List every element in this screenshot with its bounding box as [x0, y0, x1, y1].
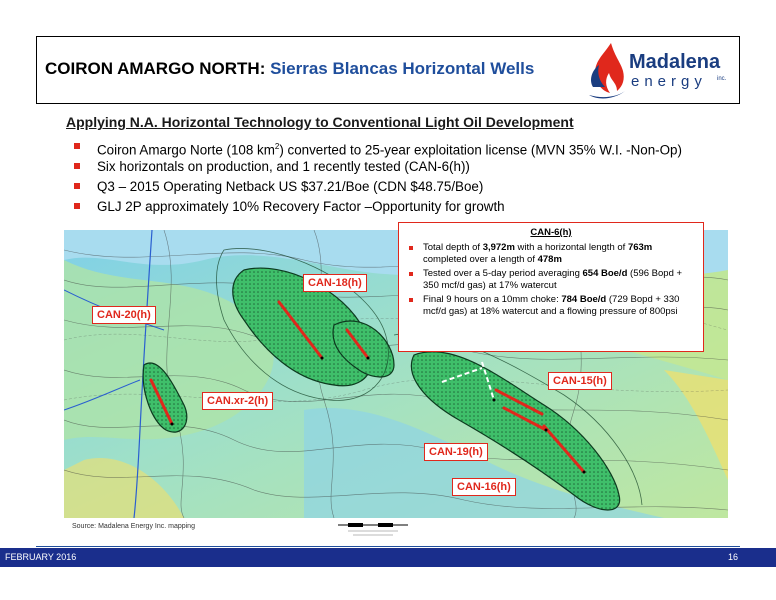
well-label-can18: CAN-18(h) [303, 274, 367, 292]
well-label-can19: CAN-19(h) [424, 443, 488, 461]
well-label-can16: CAN-16(h) [452, 478, 516, 496]
title-part-wells: Sierras Blancas Horizontal Wells [270, 59, 535, 78]
title-part-location: COIRON AMARGO NORTH: [45, 59, 266, 78]
slide-header [36, 36, 740, 104]
bullet-square-icon [409, 298, 413, 302]
bullet-square-icon [409, 272, 413, 276]
list-item: Final 9 hours on a 10mm choke: 784 Boe/d (729 Bopd + 330 mcf/d gas) at 18% watercut and a flowing pressure of 800psi [407, 294, 695, 317]
logo-inc: inc. [717, 76, 727, 82]
list-item: Tested over a 5-day period averaging 654 Boe/d (596 Bopd + 350 mcf/d gas) at 17% watercut [407, 268, 695, 291]
info-box-title: CAN-6(h) [530, 227, 572, 238]
footer-divider [36, 546, 740, 547]
list-item: Total depth of 3,972m with a horizontal length of 763m completed over a length of 478m [407, 242, 695, 265]
can6-info-box [398, 222, 704, 352]
flame-icon [585, 41, 631, 99]
page-number: 16 [727, 552, 738, 562]
bullet-square-icon [74, 203, 80, 209]
well-label-can15: CAN-15(h) [548, 372, 612, 390]
list-item: Q3 – 2015 Operating Netback US $37.21/Boe (CDN $48.75/Boe) [74, 177, 714, 197]
well-label-can20: CAN-20(h) [92, 306, 156, 324]
logo-subword: energy [631, 73, 707, 90]
bullet-square-icon [74, 183, 80, 189]
footer-date: FEBRUARY 2016 [5, 552, 77, 562]
well-label-canxr2: CAN.xr-2(h) [202, 392, 273, 410]
slide-footer [0, 548, 776, 567]
logo-wordmark: Madalena [629, 51, 721, 73]
map-source-note: Source: Madalena Energy Inc. mapping [72, 523, 195, 530]
list-item: Coiron Amargo Norte (108 $km^2$) converted to 25-year exploitation license (MVN 35% W.I. -Non-Op) [74, 137, 714, 157]
key-points-list [74, 137, 714, 217]
list-item: GLJ 2P approximately 10% Recovery Factor –Opportunity for growth [74, 197, 714, 217]
list-item: Six horizontals on production, and 1 recently tested (CAN-6(h)) [74, 157, 714, 177]
madalena-logo [585, 41, 735, 101]
bullet-square-icon [409, 246, 413, 250]
bullet-square-icon [74, 163, 80, 169]
map-scale-bar [328, 517, 418, 539]
slide-title [45, 59, 534, 79]
section-subtitle: Applying N.A. Horizontal Technology to Conventional Light Oil Development [66, 114, 574, 130]
info-box-list [407, 242, 695, 317]
bullet-square-icon [74, 143, 80, 149]
